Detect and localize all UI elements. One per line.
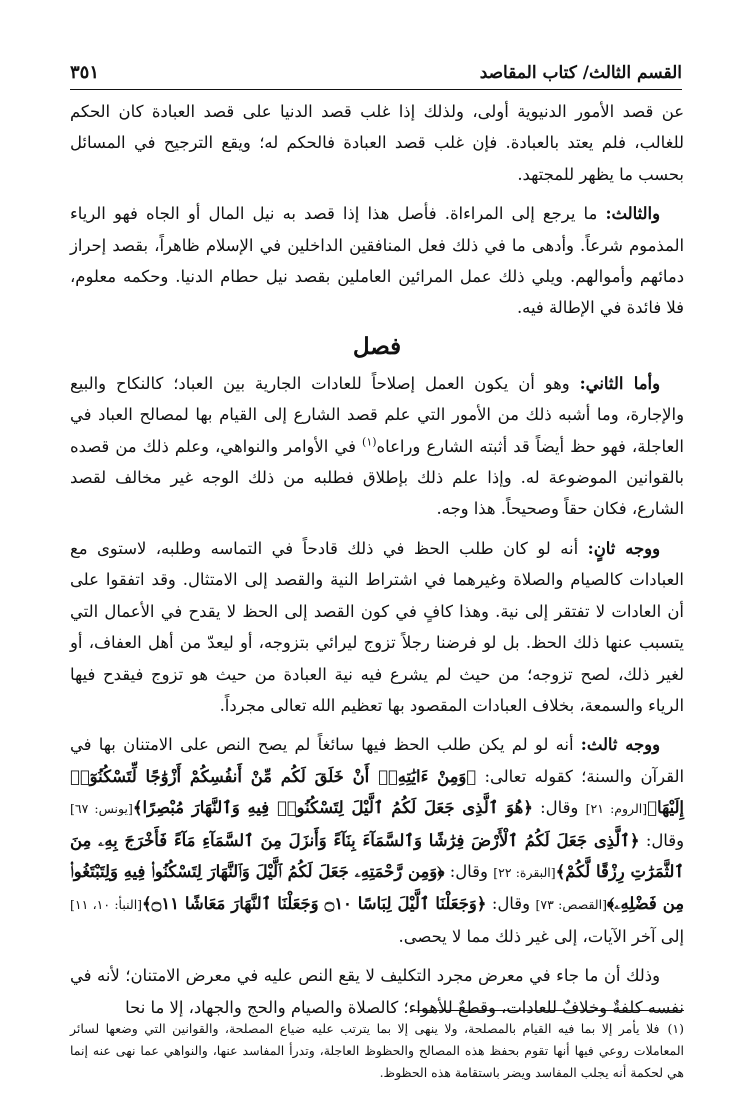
page-header <box>70 58 682 90</box>
footnote-reference: (١) <box>362 435 377 449</box>
paragraph-2-lead: والثالث: <box>605 204 660 224</box>
paragraph-5-text-b: وقال: <box>532 798 586 818</box>
paragraph-5-text-a: أنه لو لم يكن طلب الحظ فيها سائغاً لم يصح النص على الامتنان بها في القرآن والسنة؛ كقوله تعالى: <box>70 735 684 786</box>
verse-citation-5: [النبأ: ١٠، ١١] <box>70 897 143 913</box>
quran-verse-1: ﴿وَمِنْ ءَايَٰتِهِۦٓ أَنْ خَلَقَ لَكُم مِّنْ أَنفُسِكُمْ أَزْوَٰجًا لِّتَسْكُنُوٓا۟ إِلَيْهَا﴾ <box>70 766 684 818</box>
quran-verse-2: ﴿هُوَ ٱلَّذِى جَعَلَ لَكُمُ ٱلَّيْلَ لِتَسْكُنُوا۟ فِيهِ وَٱلنَّهَارَ مُبْصِرًا﴾ <box>132 798 533 818</box>
page-number: ٣٥١ <box>70 62 100 83</box>
paragraph-5-text-c: وقال: <box>639 830 684 850</box>
paragraph-1: عن قصد الأمور الدنيوية أولى، ولذلك إذا غلب قصد الدنيا على قصد العبادة كان الحكم للغالب، فلم يعتد بالعبادة. فإن غلب قصد العبادة فالحكم له؛ ويقع الترجيح في المسائل بحسب ما يظهر للمجتهد. <box>70 102 684 184</box>
main-text <box>70 96 684 1031</box>
footnote-divider <box>414 1010 684 1011</box>
footnote-number: (١) <box>667 1021 684 1036</box>
paragraph-2-text: ما يرجع إلى المراءاة. فأصل هذا إذا قصد به نيل المال أو الجاه فهو الرياء المذموم شرعاً. وأدهى ما في ذلك فعل المنافقين الداخلين في الإسلام ظاهراً، بقصد إحراز دمائهم وأموالهم. ويلي ذلك عمل المرائين العاملين بقصد نيل حطام الدنيا. وحكمه معلوم، فلا فائدة في الإطالة فيه. <box>70 204 684 318</box>
footnote-text: فلا يأمر إلا بما فيه القيام بالمصلحة، ولا ينهى إلا بما يترتب عليه ضياع المصلحة، والقوانين التي وضعها لسائر المعاملات روعي فيها أنها تقوم بحفظ هذه المصالح والحظوظ العاجلة، وتدرأ المفاسد عنها، والنواهي عما نهى عنه إنما هي لحكمة أنه يجلب المفاسد ويضر باستقامة هذه الحظوظ. <box>70 1021 684 1080</box>
verse-citation-3: [البقرة: ٢٢] <box>493 864 556 880</box>
paragraph-3 <box>70 368 684 525</box>
paragraph-4-text: أنه لو كان طلب الحظ في ذلك قادحاً في التماسه وطلبه، لاستوى مع العبادات كالصيام والصلاة وغيرهما في اشتراط النية والقصد إلى الامتثال. وقد اتفقوا على أن العادات لا تفتقر إلى نية. وهذا كافٍ في كون القصد إلى الحظ لا يقدح في الأعمال التي يتسبب عنها ذلك الحظ. بل لو فرضنا رجلاً تزوج ليرائي بتزوجه، أو ليعدّ من أهل العفاف، أو لغير ذلك، لصح تزوجه؛ من حيث لم يشرع فيه نية العبادة من حيث هو تزوج فيقدح فيها الرياء والسمعة، بخلاف العبادات المقصود بها تعظيم الله تعالى مجرداً. <box>70 538 684 715</box>
verse-citation-1: [الروم: ٢١] <box>585 801 648 817</box>
running-title: القسم الثالث/ كتاب المقاصد <box>479 63 682 83</box>
paragraph-5-text-d: وقال: <box>444 861 494 881</box>
paragraph-2 <box>70 198 684 324</box>
paragraph-3-text-a: وهو أن يكون العمل إصلاحاً للعادات الجارية بين العباد؛ كالنكاح والبيع والإجارة، وما أشبه ذلك من الأمور التي علم قصد الشارع إلى القيام بها لمصالح العباد في العاجلة، فهو حظ أيضاً قد أثبته الشارع وراعاه <box>70 373 684 456</box>
footnote-1 <box>70 1018 684 1084</box>
paragraph-4 <box>70 533 684 721</box>
paragraph-5 <box>70 729 684 952</box>
paragraph-5-lead: ووجه ثالث: <box>580 735 660 755</box>
quran-verse-4: ﴿وَمِن رَّحْمَتِهِۦ جَعَلَ لَكُمُ ٱلَّيْلَ وَٱلنَّهَارَ لِتَسْكُنُوا۟ فِيهِ وَلِتَبْتَغُوا۟ مِن فَضْلِهِۦ﴾ <box>70 861 684 914</box>
paragraph-6: وذلك أن ما جاء في معرض مجرد التكليف لا يقع النص عليه في معرض الامتنان؛ لأنه في نفسه كلفةٌ وخلافٌ للعادات، وقطعٌ للأهواء؛ كالصلاة والصيام والحج والجهاد، إلا ما نحا <box>70 966 684 1017</box>
paragraph-3-lead: وأما الثاني: <box>579 373 661 393</box>
quran-verse-5: ﴿وَجَعَلْنَا ٱلَّيْلَ لِبَاسًا ۝١٠ وَجَعَلْنَا ٱلنَّهَارَ مَعَاشًا ۝١١﴾ <box>142 894 487 914</box>
paragraph-3-text-b: في الأوامر والنواهي، وعلم ذلك من قصده بالقوانين الموضوعة له. وإذا علم ذلك بإطلاق فطلبه من ذلك الوجه غير مخالف لقصد الشارع، فكان حقاً وصحيحاً. هذا وجه. <box>70 436 684 519</box>
paragraph-4-lead: ووجه ثانٍ: <box>587 538 660 558</box>
paragraph-5-text-f: إلى آخر الآيات، إلى غير ذلك مما لا يحصى. <box>398 926 684 946</box>
verse-citation-2: [يونس: ٦٧] <box>70 801 133 817</box>
footnotes <box>70 1018 684 1084</box>
quran-verse-3: ﴿ٱلَّذِى جَعَلَ لَكُمُ ٱلْأَرْضَ فِرَٰشًا وَٱلسَّمَآءَ بِنَآءً وَأَنزَلَ مِنَ ٱلسَّمَآءِ مَآءً فَأَخْرَجَ بِهِۦ مِنَ ٱلثَّمَرَٰتِ رِزْقًا لَّكُمْ﴾ <box>70 830 684 881</box>
section-title: فصل <box>352 332 402 360</box>
paragraph-5-text-e: وقال: <box>486 894 536 914</box>
verse-citation-4: [القصص: ٧٣] <box>535 897 607 913</box>
